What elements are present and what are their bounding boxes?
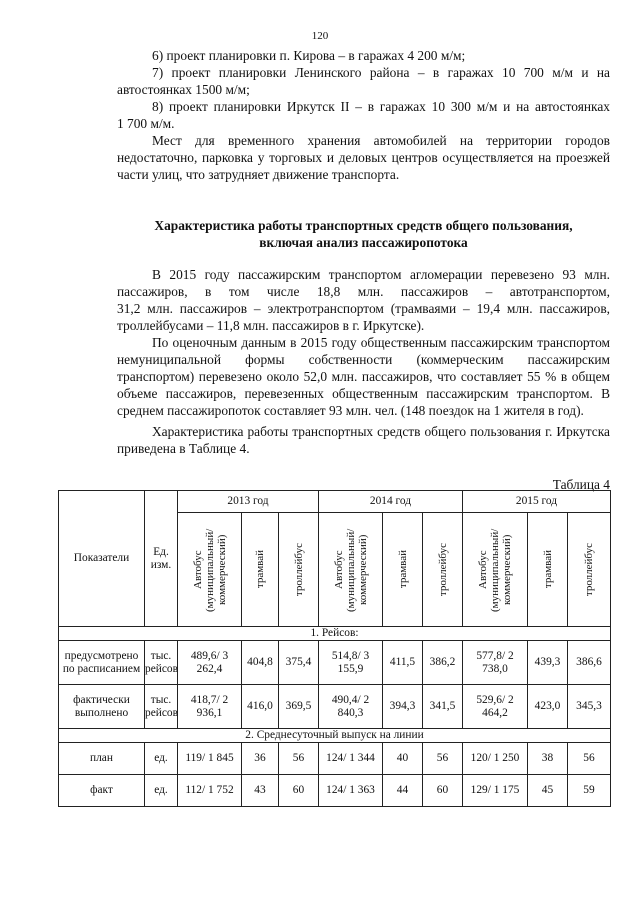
table-row bbox=[59, 641, 611, 685]
row-label: предусмотрено по расписанием bbox=[59, 641, 145, 685]
header-year: 2015 год bbox=[463, 491, 611, 513]
row-label: план bbox=[59, 743, 145, 775]
table-cell: 345,3 bbox=[568, 685, 611, 729]
header-year: 2013 год bbox=[178, 491, 319, 513]
table-cell: 129/ 1 175 bbox=[463, 775, 528, 807]
row-unit: ед. bbox=[145, 743, 178, 775]
table-cell: 386,6 bbox=[568, 641, 611, 685]
header-bus-label: Автобус (муниципальный/ коммерческий) bbox=[477, 527, 513, 612]
text-line: немуниципальной формы собственности (коммерческим пассажирским bbox=[117, 352, 610, 367]
header-trolley-label: троллейбус bbox=[436, 542, 449, 597]
header-bus bbox=[463, 513, 528, 627]
table-cell: 411,5 bbox=[383, 641, 423, 685]
table-cell: 56 bbox=[568, 743, 611, 775]
header-tram-label: трамвай bbox=[254, 550, 266, 589]
table-cell: 404,8 bbox=[242, 641, 279, 685]
body-paragraphs bbox=[117, 266, 610, 457]
table-cell: 119/ 1 845 bbox=[178, 743, 242, 775]
table-cell: 423,0 bbox=[528, 685, 568, 729]
table-cell: 38 bbox=[528, 743, 568, 775]
table-cell: 43 bbox=[242, 775, 279, 807]
table-cell: 56 bbox=[279, 743, 319, 775]
header-bus-label: Автобус (муниципальный/ коммерческий) bbox=[191, 527, 228, 612]
header-year: 2014 год bbox=[319, 491, 463, 513]
text-line: Мест для временного хранения автомобилей на территории городов bbox=[152, 133, 610, 148]
section-row: 2. Среднесуточный выпуск на линии bbox=[59, 729, 611, 743]
section2-rows bbox=[59, 743, 611, 807]
table-row bbox=[59, 685, 611, 729]
table-cell: 36 bbox=[242, 743, 279, 775]
text-line: 8) проект планировки Иркутск II – в гаражах 10 300 м/м и на автостоянках bbox=[152, 99, 610, 114]
header-units: Ед. изм. bbox=[145, 491, 178, 627]
text-line: среднем пассажиропоток составляет 93 млн. чел. (148 поездок на 1 жителя в год). bbox=[117, 403, 584, 418]
intro-paragraphs bbox=[117, 47, 610, 183]
table-cell: 369,5 bbox=[279, 685, 319, 729]
table-cell: 44 bbox=[383, 775, 423, 807]
header-bus bbox=[319, 513, 383, 627]
table-caption: Таблица 4 bbox=[552, 477, 610, 492]
table-cell: 40 bbox=[383, 743, 423, 775]
table-cell: 386,2 bbox=[423, 641, 463, 685]
row-unit: тыс. рейсов bbox=[145, 641, 178, 685]
text-line: троллейбусами – 11,8 млн. пассажиров в г. Иркутске). bbox=[117, 318, 425, 333]
row-label: фактически выполнено bbox=[59, 685, 145, 729]
header-trolley bbox=[279, 513, 319, 627]
table-cell: 375,4 bbox=[279, 641, 319, 685]
text-line: приведена в Таблице 4. bbox=[117, 441, 250, 456]
text-line: недостаточно, парковка у торговых и деловых центров осуществляется на проезжей bbox=[117, 150, 610, 165]
table-cell: 56 bbox=[423, 743, 463, 775]
text-line: 7) проект планировки Ленинского района – в гаражах 10 700 м/м и на bbox=[152, 65, 610, 80]
table-cell: 60 bbox=[279, 775, 319, 807]
page-number: 120 bbox=[311, 30, 329, 42]
table-row bbox=[59, 743, 611, 775]
header-trolley bbox=[423, 513, 463, 627]
table-cell: 341,5 bbox=[423, 685, 463, 729]
table-cell: 514,8/ 3 155,9 bbox=[319, 641, 383, 685]
header-trolley bbox=[568, 513, 611, 627]
text-line: автостоянках 1500 м/м; bbox=[117, 82, 250, 97]
table-cell: 124/ 1 344 bbox=[319, 743, 383, 775]
row-unit: ед. bbox=[145, 775, 178, 807]
table-cell: 394,3 bbox=[383, 685, 423, 729]
table-cell: 120/ 1 250 bbox=[463, 743, 528, 775]
header-trolley-label: троллейбус bbox=[292, 542, 305, 597]
table-cell: 439,3 bbox=[528, 641, 568, 685]
text-line: 31,2 млн. пассажиров – электротранспортом (трамваями – 19,4 млн. пассажиров, bbox=[117, 301, 610, 316]
text-line: По оценочным данным в 2015 году общественным пассажирским транспортом bbox=[152, 335, 610, 350]
table-cell: 124/ 1 363 bbox=[319, 775, 383, 807]
table-cell: 45 bbox=[528, 775, 568, 807]
text-line: В 2015 году пассажирским транспортом агломерации перевезено 93 млн. bbox=[152, 267, 610, 282]
table-cell: 489,6/ 3 262,4 bbox=[178, 641, 242, 685]
heading-line: Характеристика работы транспортных средств общего пользования, bbox=[154, 218, 573, 233]
text-line: 6) проект планировки п. Кирова – в гаражах 4 200 м/м; bbox=[152, 48, 466, 63]
header-tram-label: трамвай bbox=[541, 550, 554, 589]
table-row bbox=[59, 775, 611, 807]
header-tram bbox=[528, 513, 568, 627]
row-unit: тыс. рейсов bbox=[145, 685, 178, 729]
text-line: пассажиров, в том числе 18,8 млн. пассажиров – автотранспортом, bbox=[117, 284, 610, 299]
transport-table bbox=[58, 490, 611, 807]
section1-rows bbox=[59, 641, 611, 729]
text-line: Характеристика работы транспортных средств общего пользования г. Иркутска bbox=[152, 424, 610, 439]
header-tram-label: трамвай bbox=[396, 550, 409, 589]
header-bus bbox=[178, 513, 242, 627]
header-indicators: Показатели bbox=[59, 491, 145, 627]
header-bus-label: Автобус (муниципальный/ коммерческий) bbox=[332, 527, 369, 612]
table-cell: 529,6/ 2 464,2 bbox=[463, 685, 528, 729]
text-line: 1 700 м/м. bbox=[117, 116, 175, 131]
section-row: 1. Рейсов: bbox=[59, 627, 611, 641]
text-line: части улиц, что затрудняет движение транспорта. bbox=[117, 167, 400, 182]
table-cell: 60 bbox=[423, 775, 463, 807]
table-cell: 416,0 bbox=[242, 685, 279, 729]
header-tram bbox=[383, 513, 423, 627]
table-cell: 577,8/ 2 738,0 bbox=[463, 641, 528, 685]
row-label: факт bbox=[59, 775, 145, 807]
table-cell: 59 bbox=[568, 775, 611, 807]
heading-line: включая анализ пассажиропотока bbox=[259, 235, 468, 250]
text-line: объеме пассажиров, перевезенных общественным пассажирским транспортом. В bbox=[117, 386, 610, 401]
table-cell: 112/ 1 752 bbox=[178, 775, 242, 807]
header-tram bbox=[242, 513, 279, 627]
table-cell: 418,7/ 2 936,1 bbox=[178, 685, 242, 729]
table-cell: 490,4/ 2 840,3 bbox=[319, 685, 383, 729]
text-line: транспортом) перевезено около 52,0 млн. пассажиров, что составляет 55 % в общем bbox=[117, 369, 610, 384]
section-heading bbox=[117, 217, 610, 251]
header-trolley-label: троллейбус bbox=[583, 542, 595, 597]
